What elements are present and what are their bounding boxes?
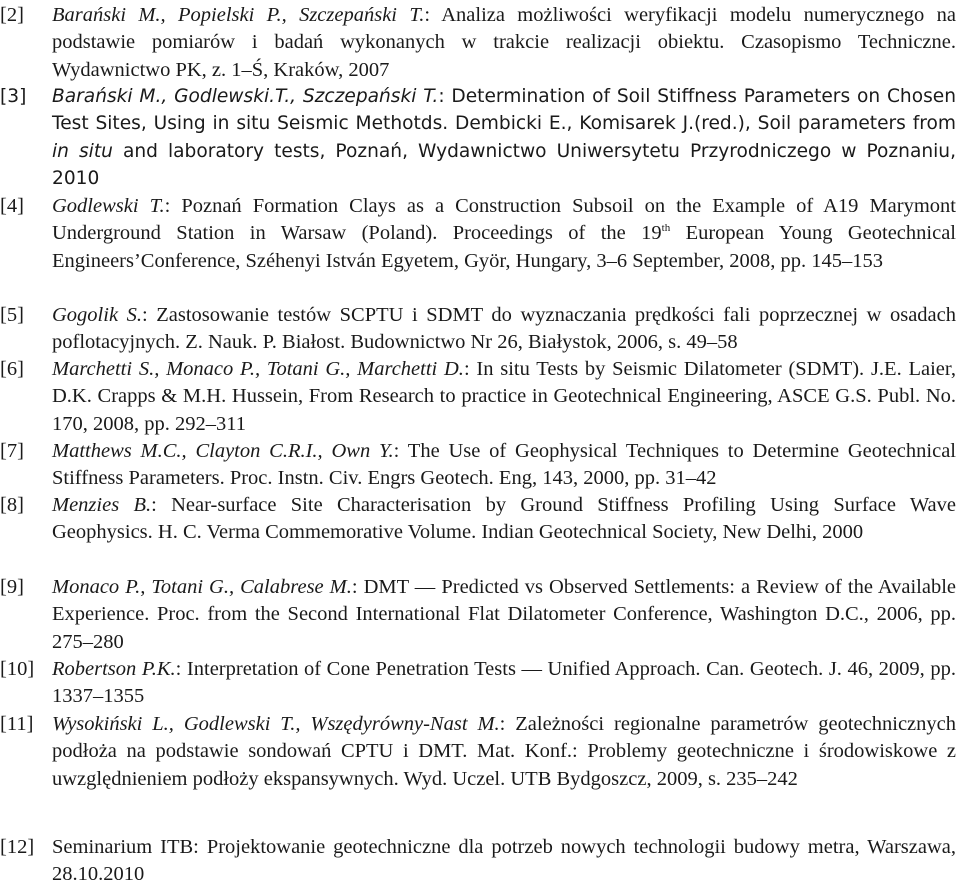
reference-authors: Menzies B. — [52, 494, 152, 516]
reference-text: : Interpretation of Cone Penetration Tests — Unified Approach. Can. Geotech. J. 46, 2009, pp. 1337–1355 — [52, 658, 957, 708]
reference-body — [52, 492, 956, 547]
reference-authors: Wysokiński L., Godlewski T., Wszędyrówny-Nast M. — [52, 713, 500, 735]
reference-item — [0, 656, 956, 711]
reference-number: [12] — [0, 836, 35, 858]
reference-body — [52, 438, 956, 493]
reference-item — [0, 83, 956, 193]
reference-text: : Poznań Formation Clays as a Construction Subsoil on the Example of A19 Marymont Underground Station in Warsaw (Poland). Proceedings of the 19 — [52, 195, 956, 245]
reference-text: : DMT — Predicted vs Observed Settlements: a Review of the Available Experience. Proc. from the Second International Flat Dilatometer Conference, Washington D.C., 2006, pp. 275–280 — [52, 576, 956, 653]
reference-text: : The Use of Geophysical Techniques to Determine Geotechnical Stiffness Parameters. Proc. Instn. Civ. Engrs Geotech. Eng, 143, 2000, pp. 31–42 — [52, 440, 956, 490]
reference-body — [52, 574, 956, 656]
reference-item — [0, 193, 956, 275]
reference-body — [52, 302, 956, 357]
reference-body — [52, 356, 956, 438]
reference-item — [0, 356, 956, 438]
reference-authors: Barański M., Godlewski.T., Szczepański T. — [52, 86, 439, 107]
reference-number: [3] — [0, 86, 27, 107]
reference-text: Seminarium ITB: Projektowanie geotechniczne dla potrzeb nowych technologii budowy metra, Warszawa, 28.10.2010 — [52, 836, 956, 886]
reference-text: : Determination of Soil Stiffness Parameters on Chosen Test Sites, Using in situ Seismic Methotds. Dembicki E., Komisarek J.(red.), Soil parameters from — [52, 86, 956, 135]
reference-authors: Robertson P.K. — [52, 658, 176, 680]
reference-item — [0, 438, 956, 493]
reference-item — [0, 302, 956, 357]
reference-authors: Barański M., Popielski P., Szczepański T. — [52, 4, 425, 26]
reference-number: [6] — [0, 358, 24, 380]
reference-number: [9] — [0, 576, 24, 598]
ordinal-superscript: th — [661, 222, 671, 235]
reference-body — [52, 711, 956, 793]
reference-item — [0, 574, 956, 656]
reference-item — [0, 834, 956, 889]
reference-number: [11] — [0, 713, 34, 735]
reference-text: and laboratory tests, Poznań, Wydawnictwo Uniwersytetu Przyrodniczego w Poznaniu, 2010 — [52, 140, 957, 190]
reference-authors: Monaco P., Totani G., Calabrese M. — [52, 576, 352, 598]
reference-text: : Zależności regionalne parametrów geotechnicznych podłoża na podstawie sondowań CPTU i DMT. Mat. Konf.: Problemy geotechniczne i środowiskowe z uwzględnieniem podłoży ekspansywnych. Wyd. Uczel. UTB Bydgoszcz, 2009, s. 235–242 — [52, 713, 956, 790]
reference-authors: Gogolik S. — [52, 304, 142, 326]
reference-text: : Zastosowanie testów SCPTU i SDMT do wyznaczania prędkości fali poprzecznej w osadach poflotacyjnych. Z. Nauk. P. Białost. Budownictwo Nr 26, Białystok, 2006, s. 49–58 — [52, 304, 956, 354]
reference-text: : In situ Tests by Seismic Dilatometer (SDMT). J.E. Laier, D.K. Crapps & M.H. Hussein, From Research to practice in Geotechnical Engineering, ASCE G.S. Publ. No. 170, 2008, pp. 292–311 — [52, 358, 956, 435]
reference-number: [2] — [0, 4, 24, 26]
reference-body — [52, 83, 956, 193]
reference-number: [7] — [0, 440, 24, 462]
reference-text: European Young Geotechnical Engineers’Conference, Széhenyi István Egyetem, Györ, Hungary, 3–6 September, 2008, pp. 145–153 — [52, 222, 956, 272]
reference-item — [0, 711, 956, 793]
reference-number: [5] — [0, 304, 24, 326]
reference-text: : Analiza możliwości weryfikacji modelu numerycznego na podstawie pomiarów i badań wykonanych w trakcie realizacji obiektu. Czasopismo Techniczne. Wydawnictwo PK, z. 1–Ś, Kraków, 2007 — [52, 4, 956, 81]
reference-number: [4] — [0, 195, 24, 217]
reference-text: : Near-surface Site Characterisation by Ground Stiffness Profiling Using Surface Wave Geophysics. H. C. Verma Commemorative Volume. Indian Geotechnical Society, New Delhi, 2000 — [52, 494, 956, 544]
reference-item — [0, 2, 956, 84]
reference-body — [52, 2, 956, 84]
reference-authors: Godlewski T. — [52, 195, 165, 217]
reference-body — [52, 656, 956, 711]
reference-number: [8] — [0, 494, 24, 516]
reference-italic-term: in situ — [52, 140, 113, 162]
reference-item — [0, 492, 956, 547]
reference-authors: Matthews M.C., Clayton C.R.I., Own Y. — [52, 440, 394, 462]
reference-body — [52, 834, 956, 889]
reference-number: [10] — [0, 658, 35, 680]
reference-authors: Marchetti S., Monaco P., Totani G., Marchetti D. — [52, 358, 464, 380]
reference-body — [52, 193, 956, 275]
